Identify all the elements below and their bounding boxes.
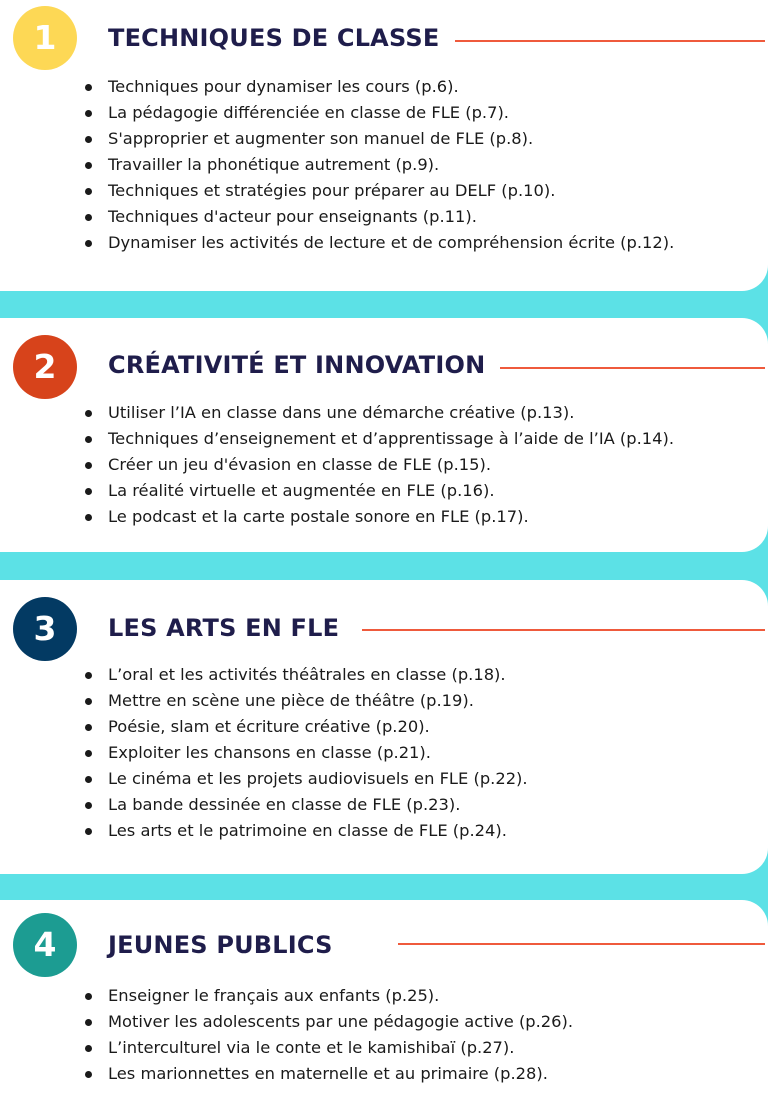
topic-list	[80, 74, 674, 256]
topic-item: L’interculturel via le conte et le kamishibaï (p.27).	[80, 1035, 573, 1061]
section-title: JEUNES PUBLICS	[108, 931, 333, 959]
topic-item: Mettre en scène une pièce de théâtre (p.19).	[80, 688, 528, 714]
topic-item: Techniques et stratégies pour préparer au DELF (p.10).	[80, 178, 674, 204]
topic-item: La bande dessinée en classe de FLE (p.23).	[80, 792, 528, 818]
section-number-badge: 3	[13, 597, 77, 661]
topic-item: Enseigner le français aux enfants (p.25).	[80, 983, 573, 1009]
topic-item: La réalité virtuelle et augmentée en FLE (p.16).	[80, 478, 674, 504]
topic-item: Dynamiser les activités de lecture et de compréhension écrite (p.12).	[80, 230, 674, 256]
topic-item: Travailler la phonétique autrement (p.9).	[80, 152, 674, 178]
topic-item: Techniques d'acteur pour enseignants (p.11).	[80, 204, 674, 230]
topic-item: Les arts et le patrimoine en classe de FLE (p.24).	[80, 818, 528, 844]
topic-item: Utiliser l’IA en classe dans une démarche créative (p.13).	[80, 400, 674, 426]
section-title: LES ARTS EN FLE	[108, 614, 340, 642]
section-number-badge: 1	[13, 6, 77, 70]
section-jeunes-publics	[0, 900, 768, 1110]
topic-item: Les marionnettes en maternelle et au primaire (p.28).	[80, 1061, 573, 1087]
section-title-rule	[398, 943, 765, 945]
topic-item: Créer un jeu d'évasion en classe de FLE (p.15).	[80, 452, 674, 478]
section-creativite-et-innovation	[0, 318, 768, 552]
section-title-rule	[362, 629, 765, 631]
topic-list	[80, 400, 674, 530]
topic-item: Exploiter les chansons en classe (p.21).	[80, 740, 528, 766]
section-les-arts-en-fle	[0, 580, 768, 874]
topic-item: Le podcast et la carte postale sonore en FLE (p.17).	[80, 504, 674, 530]
topic-list	[80, 983, 573, 1087]
section-title: CRÉATIVITÉ ET INNOVATION	[108, 351, 486, 379]
section-title-rule	[500, 367, 765, 369]
topic-list	[80, 662, 528, 844]
section-title: TECHNIQUES DE CLASSE	[108, 24, 440, 52]
topic-item: Techniques d’enseignement et d’apprentissage à l’aide de l’IA (p.14).	[80, 426, 674, 452]
topic-item: Le cinéma et les projets audiovisuels en FLE (p.22).	[80, 766, 528, 792]
topic-item: Techniques pour dynamiser les cours (p.6).	[80, 74, 674, 100]
topic-item: Motiver les adolescents par une pédagogie active (p.26).	[80, 1009, 573, 1035]
topic-item: La pédagogie différenciée en classe de FLE (p.7).	[80, 100, 674, 126]
section-title-rule	[455, 40, 765, 42]
topic-item: L’oral et les activités théâtrales en classe (p.18).	[80, 662, 528, 688]
topic-item: S'approprier et augmenter son manuel de FLE (p.8).	[80, 126, 674, 152]
section-techniques-de-classe	[0, 0, 768, 291]
section-number-badge: 2	[13, 335, 77, 399]
section-number-badge: 4	[13, 913, 77, 977]
topic-item: Poésie, slam et écriture créative (p.20).	[80, 714, 528, 740]
